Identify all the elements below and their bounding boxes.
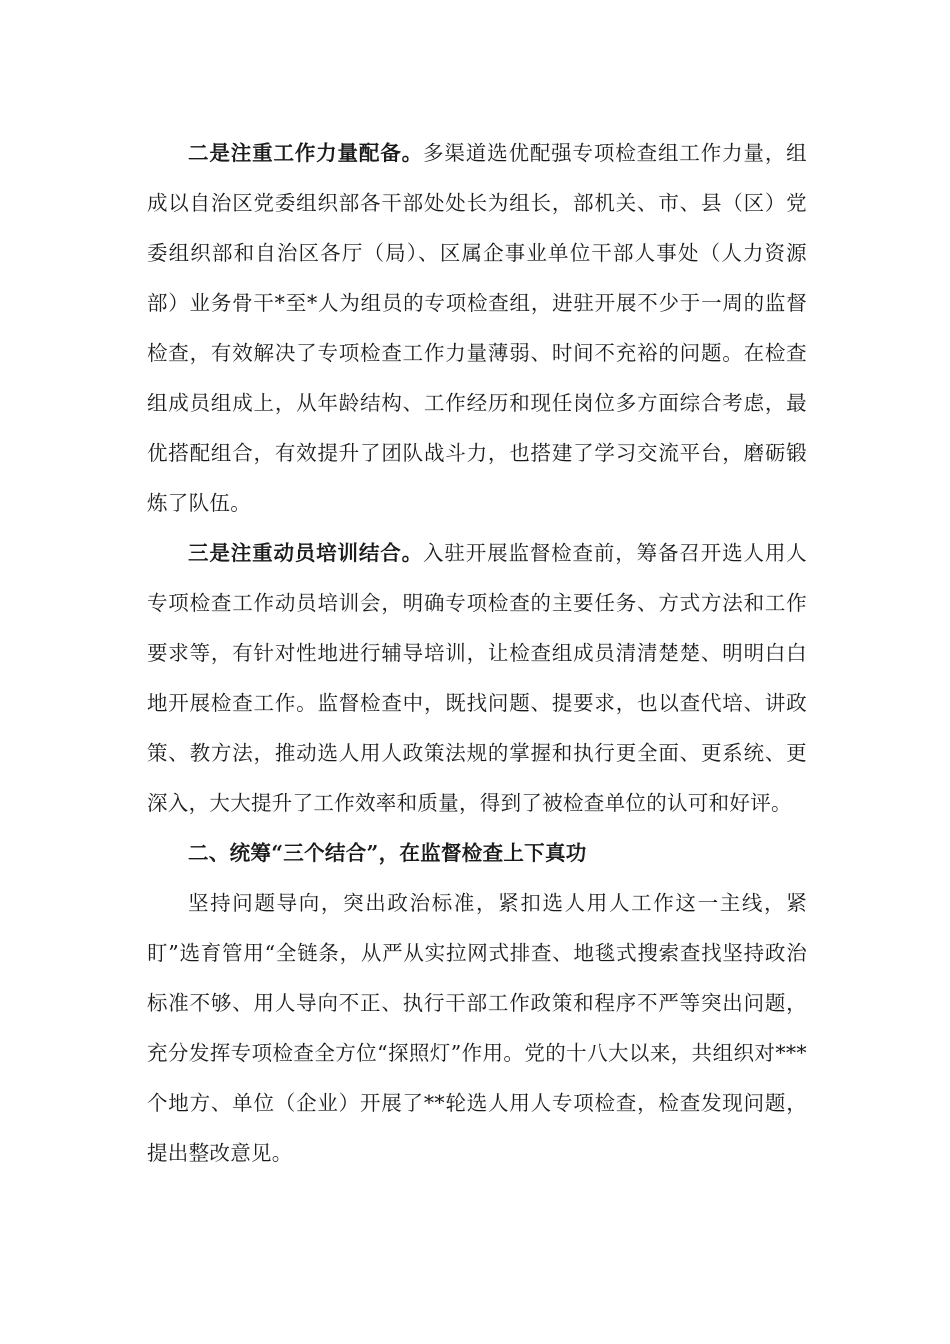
paragraph-training [147, 528, 807, 828]
document-body [147, 128, 807, 1178]
paragraph-body-staffing: 多渠道选优配强专项检查组工作力量，组成以自治区党委组织部各干部处处长为组长，部机关、市、县（区）党委组织部和自治区各厅（局）、区属企事业单位干部人事处（人力资源部）业务骨干*至*人为组员的专项检查组，进驻开展不少于一周的监督检查，有效解决了专项检查工作力量薄弱、时间不充裕的问题。在检查组成员组成上，从年龄结构、工作经历和现任岗位多方面综合考虑，最优搭配组合，有效提升了团队战斗力，也搭建了学习交流平台，磨砺锻炼了队伍。 [147, 141, 807, 515]
paragraph-lead-staffing: 二是注重工作力量配备。 [188, 141, 423, 165]
paragraph-closing: 坚持问题导向，突出政治标准，紧扣选人用人工作这一主线，紧盯”选育管用“全链条，从严从实拉网式排查、地毯式搜索查找坚持政治标准不够、用人导向不正、执行干部工作政策和程序不严等突出问题，充分发挥专项检查全方位“探照灯”作用。党的十八大以来，共组织对***个地方、单位（企业）开展了**轮选人用人专项检查，检查发现问题，提出整改意见。 [147, 891, 807, 1165]
section-heading: 二、统筹“三个结合”，在监督检查上下真功 [188, 841, 587, 865]
paragraph-body-training: 入驻开展监督检查前，筹备召开选人用人专项检查工作动员培训会，明确专项检查的主要任务、方式方法和工作要求等，有针对性地进行辅导培训，让检查组成员清清楚楚、明明白白地开展检查工作。监督检查中，既找问题、提要求，也以查代培、讲政策、教方法，推动选人用人政策法规的掌握和执行更全面、更系统、更深入，大大提升了工作效率和质量，得到了被检查单位的认可和好评。 [147, 541, 807, 815]
paragraph-lead-training: 三是注重动员培训结合。 [188, 541, 423, 565]
paragraph-staffing [147, 128, 807, 528]
